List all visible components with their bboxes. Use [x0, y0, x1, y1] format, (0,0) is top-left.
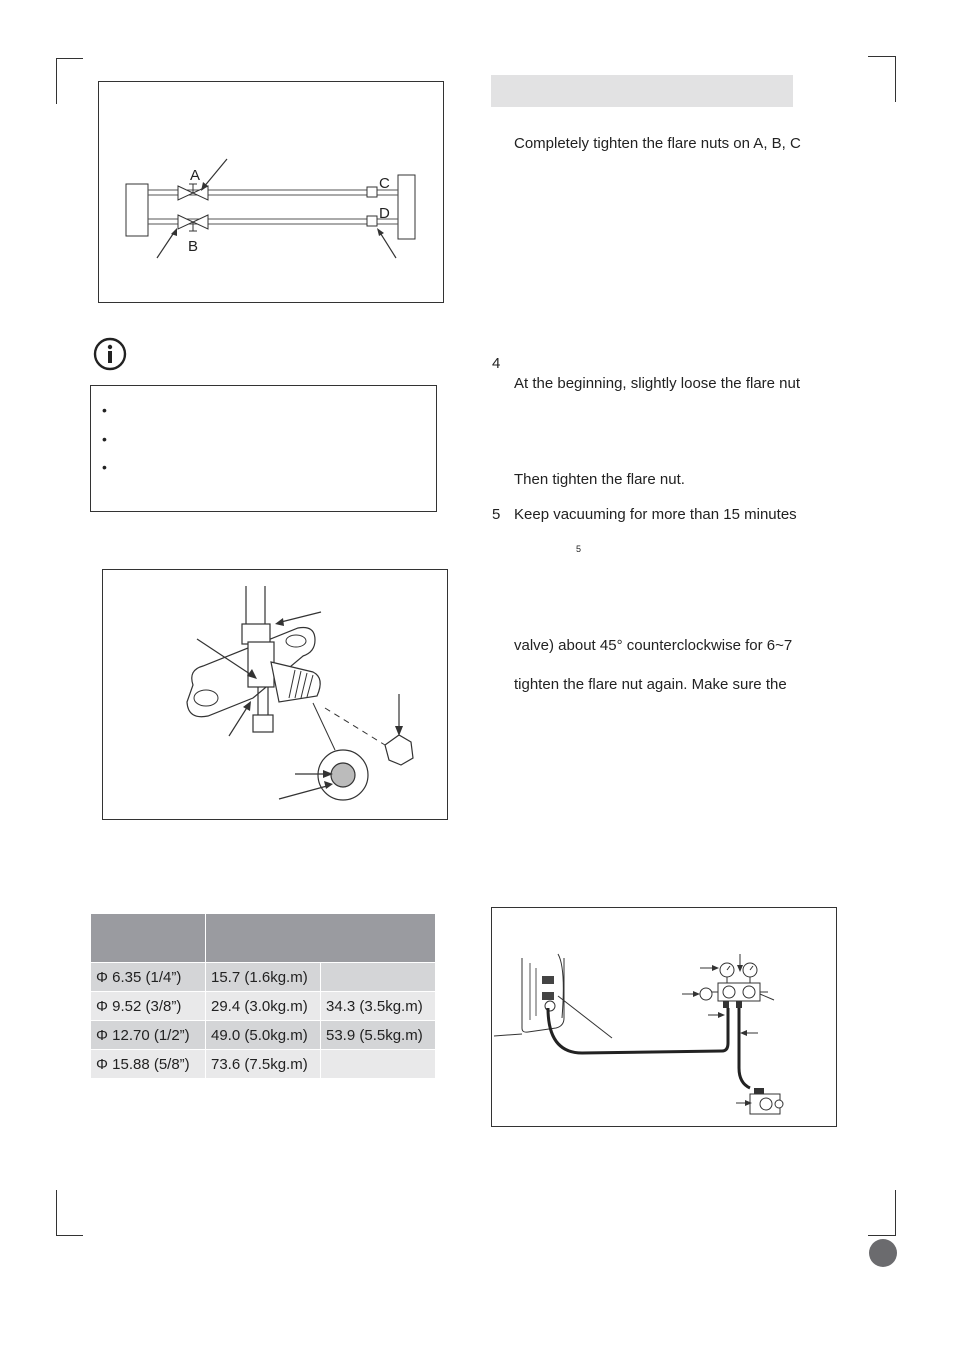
table-header-cell: [206, 914, 436, 963]
table-cell: Φ 9.52 (3/8”): [91, 992, 206, 1021]
instruction-line-6: tighten the flare nut again. Make sure the: [514, 676, 787, 693]
note-box: [90, 385, 437, 512]
crop-mark: [868, 56, 896, 57]
instruction-line-2: At the beginning, slightly loose the flare nut: [514, 375, 801, 392]
table-cell: 49.0 (5.0kg.m): [206, 1021, 321, 1050]
service-valve-drawing: [103, 570, 447, 819]
valve-diagram: [98, 81, 444, 303]
note-bullet-1: •: [102, 402, 107, 418]
table-cell: Φ 12.70 (1/2”): [91, 1021, 206, 1050]
table-row: [91, 1021, 436, 1050]
table-cell: 53.9 (5.5kg.m): [321, 1021, 436, 1050]
vacuum-pump-drawing: [492, 908, 836, 1126]
crop-mark: [56, 1235, 83, 1236]
crop-mark: [56, 58, 83, 59]
table-cell: Φ 6.35 (1/4”): [91, 963, 206, 992]
crop-mark: [56, 1190, 57, 1236]
table-header-cell: [91, 914, 206, 963]
valve-label-b: B: [188, 238, 199, 255]
valve-label-a: A: [190, 167, 201, 184]
crop-mark: [895, 56, 896, 102]
page-number-badge: [869, 1239, 897, 1267]
section-heading-band: [491, 75, 793, 107]
table-cell: 73.6 (7.5kg.m): [206, 1050, 321, 1079]
vacuum-pump-diagram: [491, 907, 837, 1127]
step-5-number: 5: [492, 506, 501, 523]
nut-label-c: C: [379, 175, 390, 192]
note-bullet-2: •: [102, 431, 107, 447]
small-number: 5: [576, 544, 582, 554]
table-cell: [321, 963, 436, 992]
table-row: [91, 992, 436, 1021]
instruction-line-4: Keep vacuuming for more than 15 minutes: [514, 506, 797, 523]
table-row: [91, 1050, 436, 1079]
note-bullet-3: •: [102, 459, 107, 475]
table-cell: 29.4 (3.0kg.m): [206, 992, 321, 1021]
table-header-row: [91, 914, 436, 963]
service-valve-diagram: [102, 569, 448, 820]
instruction-line-5: valve) about 45° counterclockwise for 6~7: [514, 637, 793, 654]
valve-diagram-drawing: [99, 82, 443, 302]
table-cell: Φ 15.88 (5/8”): [91, 1050, 206, 1079]
table-cell: 34.3 (3.5kg.m): [321, 992, 436, 1021]
table-cell: [321, 1050, 436, 1079]
table-row: [91, 963, 436, 992]
instruction-line-1: Completely tighten the flare nuts on A, B, C: [514, 135, 801, 152]
crop-mark: [56, 58, 57, 104]
table-cell: 15.7 (1.6kg.m): [206, 963, 321, 992]
step-4-number: 4: [492, 355, 501, 372]
torque-table: [90, 913, 436, 1079]
instruction-line-3: Then tighten the flare nut.: [514, 471, 685, 488]
crop-mark: [868, 1235, 896, 1236]
nut-label-d: D: [379, 205, 390, 222]
info-icon: [93, 337, 127, 371]
crop-mark: [895, 1190, 896, 1236]
